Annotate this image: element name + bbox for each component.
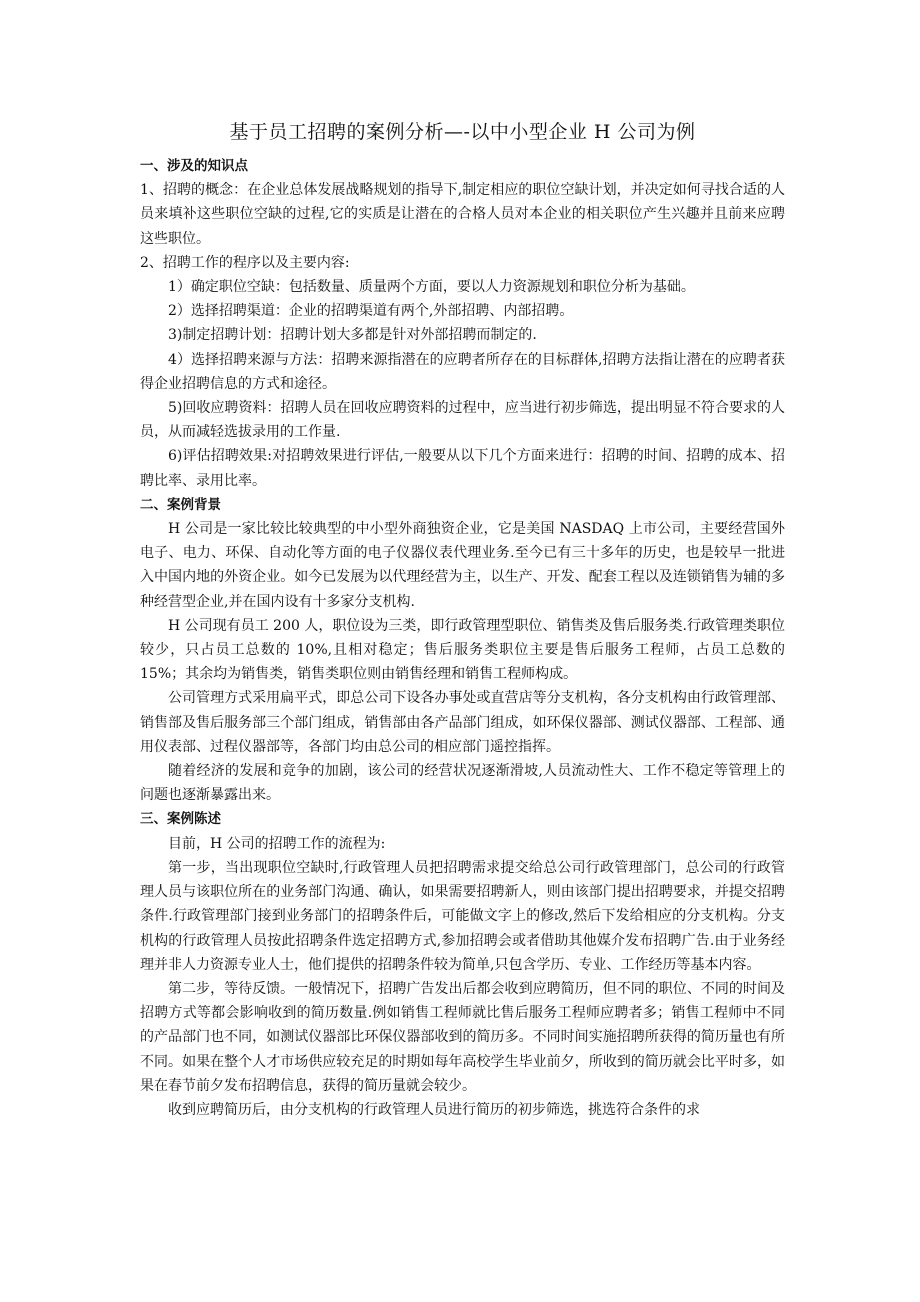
section-heading: 二、案例背景 [140, 496, 221, 513]
paragraph: 收到应聘简历后，由分支机构的行政管理人员进行简历的初步筛选，挑选符合条件的求 [168, 1101, 700, 1118]
paragraph: 第二步，等待反馈。一般情况下，招聘广告发出后都会收到应聘简历，但不同的职位、不同的时间及招聘方式等都会影响收到的简历数量.例如销售工程师就比售后服务工程师应聘者多；销售工程师中不同的产品部门也不同，如测试仪器部比环保仪器部收到的简历多。不同时间实施招聘所获得的简历量也有所不同。如果在整个人才市场供应较充足的时期如每年高校学生毕业前夕，所收到的简历就会比平时多，如果在春节前夕发布招聘信息，获得的简历量就会较少。 [140, 980, 785, 1094]
document-body [140, 154, 785, 1122]
document-title: 基于员工招聘的案例分析—-以中小型企业 H 公司为例 [229, 121, 696, 143]
document-page [140, 118, 785, 1122]
paragraph: H 公司现有员工 200 人，职位设为三类，即行政管理型职位、销售类及售后服务类.行政管理类职位较少，只占员工总数的 10%,且相对稳定；售后服务类职位主要是售后服务工程师，占员工总数的 15%；其余均为销售类，销售类职位则由销售经理和销售工程师构成。 [140, 617, 785, 683]
paragraph: 3)制定招聘计划：招聘计划大多都是针对外部招聘而制定的. [168, 327, 537, 344]
paragraph: H 公司是一家比较比较典型的中小型外商独资企业，它是美国 NASDAQ 上市公司，主要经营国外电子、电力、环保、自动化等方面的电子仪器仪表代理业务.至今已有三十多年的历史，也是较早一批进入中国内地的外资企业。如今已发展为以代理经营为主，以生产、开发、配套工程以及连锁销售为辅的多种经营型企业,并在国内设有十多家分支机构. [140, 521, 785, 610]
paragraph: 1、招聘的概念：在企业总体发展战略规划的指导下,制定相应的职位空缺计划，并决定如何寻找合适的人员来填补这些职位空缺的过程,它的实质是让潜在的合格人员对本企业的相关职位产生兴趣并且前来应聘这些职位。 [140, 182, 785, 247]
paragraph: 随着经济的发展和竞争的加剧，该公司的经营状况逐渐滑坡,人员流动性大、工作不稳定等管理上的问题也逐渐暴露出来。 [140, 763, 785, 804]
paragraph: 2、招聘工作的程序以及主要内容: [140, 254, 350, 271]
paragraph: 2）选择招聘渠道：企业的招聘渠道有两个,外部招聘、内部招聘。 [168, 303, 574, 320]
paragraph: 4）选择招聘来源与方法：招聘来源指潜在的应聘者所存在的目标群体,招聘方法指让潜在的应聘者获得企业招聘信息的方式和途径。 [140, 351, 785, 392]
paragraph: 目前，H 公司的招聘工作的流程为: [168, 835, 386, 852]
paragraph: 第一步，当出现职位空缺时,行政管理人员把招聘需求提交给总公司行政管理部门，总公司的行政管理人员与该职位所在的业务部门沟通、确认，如果需要招聘新人，则由该部门提出招聘要求，并提交招聘条件.行政管理部门接到业务部门的招聘条件后，可能做文字上的修改,然后下发给相应的分支机构。分支机构的行政管理人员按此招聘条件选定招聘方式,参加招聘会或者借助其他媒介发布招聘广告.由于业务经理并非人力资源专业人士，他们提供的招聘条件较为简单,只包含学历、专业、工作经历等基本内容。 [140, 859, 785, 973]
section-heading: 一、涉及的知识点 [140, 158, 248, 174]
paragraph: 6)评估招聘效果:对招聘效果进行评估,一般要从以下几个方面来进行：招聘的时间、招聘的成本、招聘比率、录用比率。 [140, 448, 785, 489]
paragraph: 1）确定职位空缺：包括数量、质量两个方面，要以人力资源规划和职位分析为基础。 [168, 279, 695, 296]
section-heading: 三、案例陈述 [140, 811, 221, 828]
paragraph: 公司管理方式采用扁平式，即总公司下设各办事处或直营店等分支机构，各分支机构由行政管理部、销售部及售后服务部三个部门组成，销售部由各产品部门组成，如环保仪器部、测试仪器部、工程部、通用仪表部、过程仪器部等，各部门均由总公司的相应部门遥控指挥。 [140, 690, 785, 755]
paragraph: 5)回收应聘资料：招聘人员在回收应聘资料的过程中，应当进行初步筛选，提出明显不符合要求的人员，从而减轻选拔录用的工作量. [140, 400, 785, 441]
